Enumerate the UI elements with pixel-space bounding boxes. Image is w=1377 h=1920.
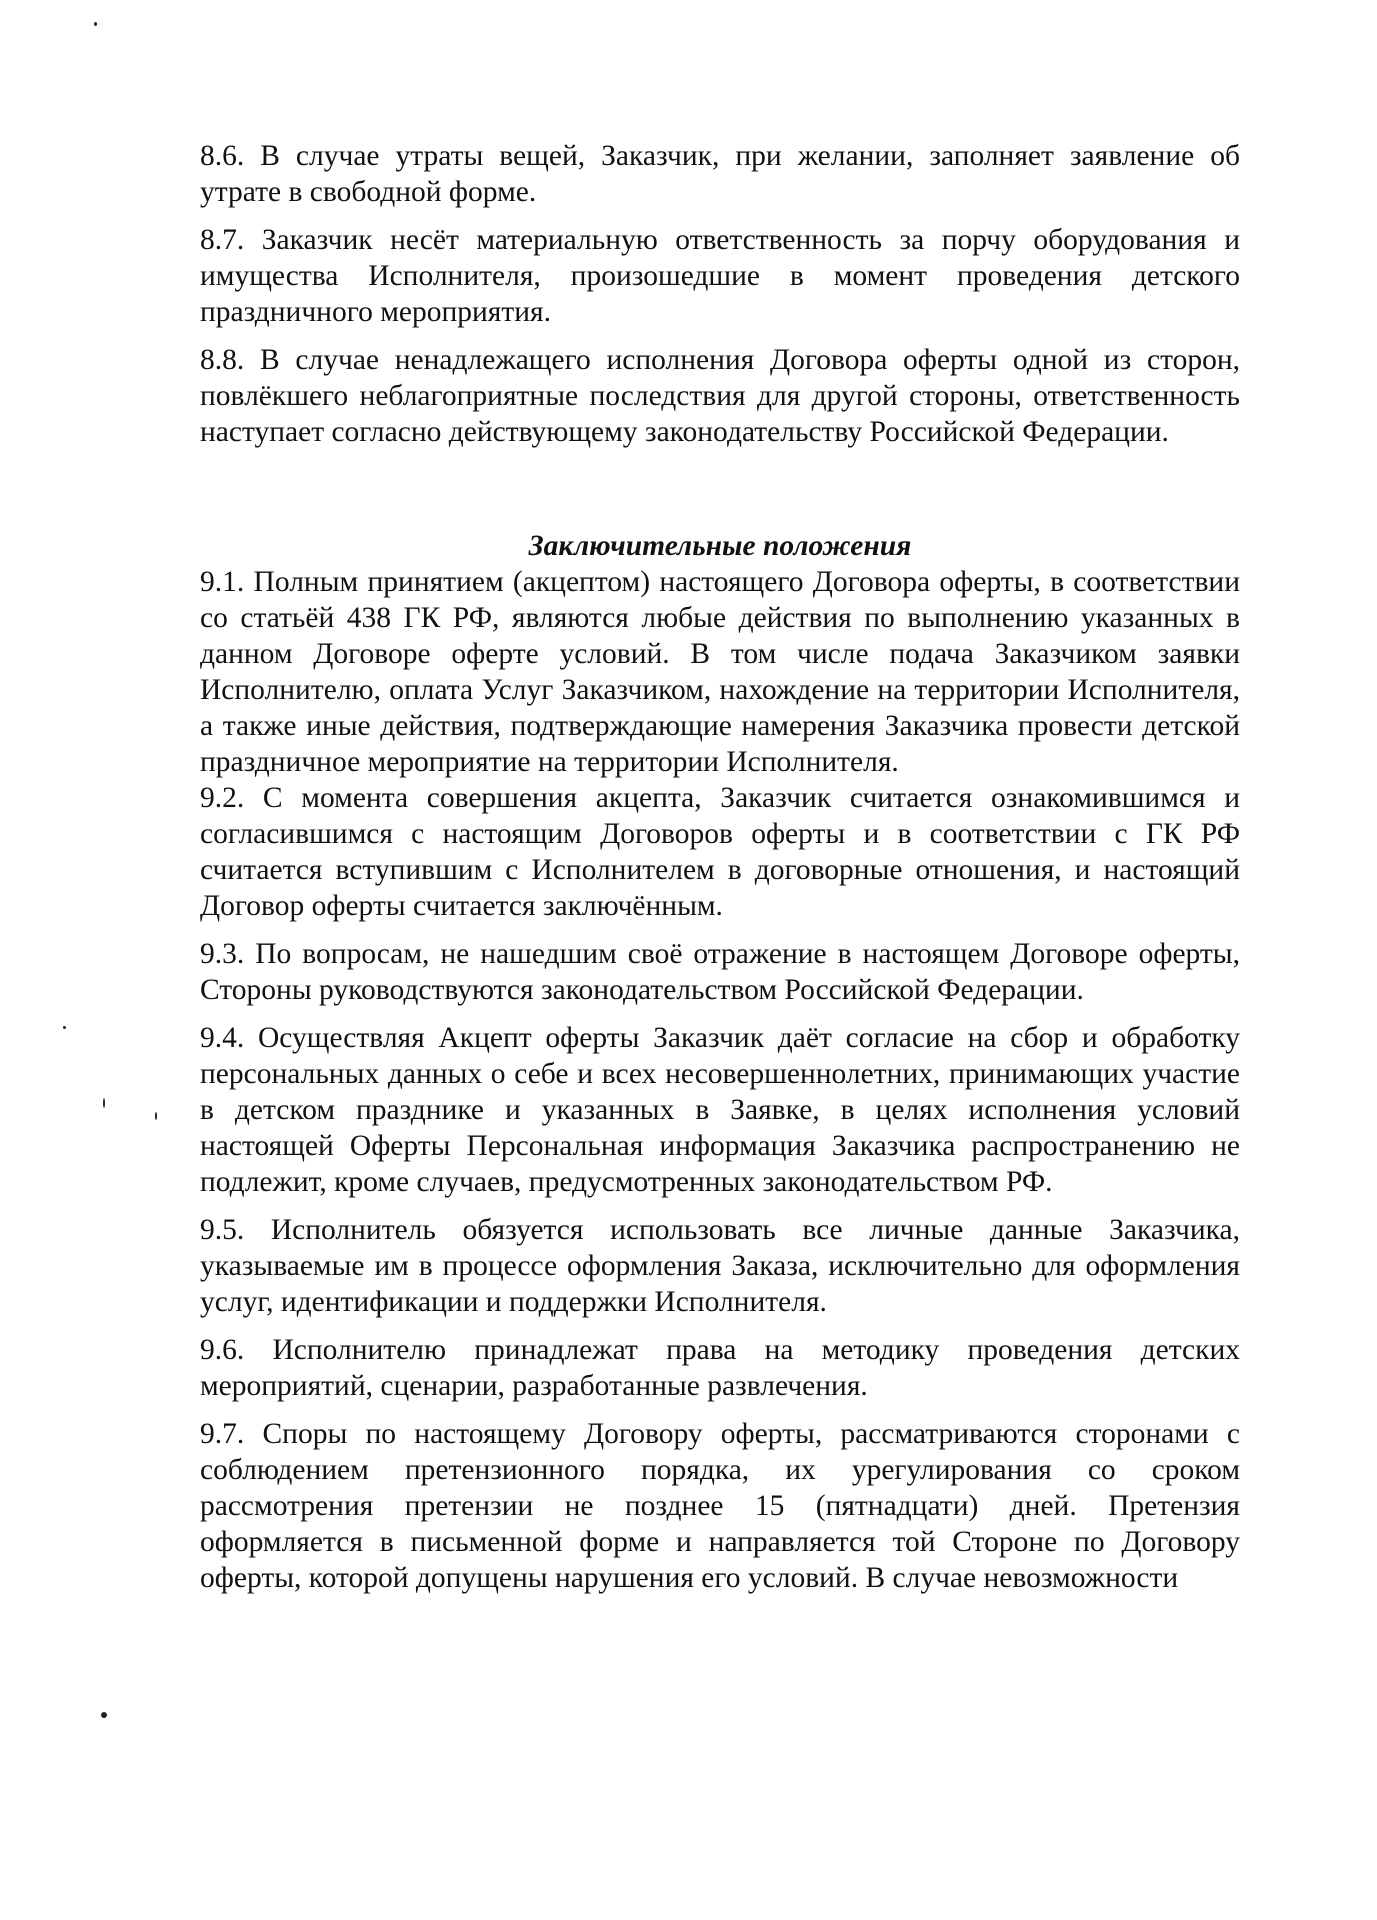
paragraph-8-7: 8.7. Заказчик несёт материальную ответственность за порчу оборудования и имущества Исполнителя, произошедшие в момент проведения детского праздничного мероприятия. (200, 224, 1240, 328)
section-heading: Заключительные положения (528, 530, 912, 562)
document-body (200, 138, 1240, 1596)
scan-speck (94, 22, 97, 26)
paragraph-9-3: 9.3. По вопросам, не нашедшим своё отражение в настоящем Договоре оферты, Стороны руководствуются законодательством Российской Федерации. (200, 938, 1240, 1006)
scan-speck (155, 1112, 157, 1120)
paragraph-9-7: 9.7. Споры по настоящему Договору оферты, рассматриваются сторонами с соблюдением претензионного порядка, их урегулирования со сроком рассмотрения претензии не позднее 15 (пятнадцати) дней. Претензия оформляется в письменной форме и направляется той Стороне по Договору оферты, которой допущены нарушения его условий. В случае невозможности (200, 1418, 1240, 1594)
scan-speck (103, 1098, 105, 1108)
scan-speck (101, 1712, 107, 1718)
paragraph-9-6: 9.6. Исполнителю принадлежат права на методику проведения детских мероприятий, сценарии, разработанные развлечения. (200, 1334, 1240, 1402)
paragraph-8-6: 8.6. В случае утраты вещей, Заказчик, при желании, заполняет заявление об утрате в свободной форме. (200, 140, 1240, 208)
paragraph-9-2: 9.2. С момента совершения акцепта, Заказчик считается ознакомившимся и согласившимся с настоящим Договоров оферты и в соответствии с ГК РФ считается вступившим с Исполнителем в договорные отношения, и настоящий Договор оферты считается заключённым. (200, 782, 1240, 922)
paragraph-9-5: 9.5. Исполнитель обязуется использовать все личные данные Заказчика, указываемые им в процессе оформления Заказа, исключительно для оформления услуг, идентификации и поддержки Исполнителя. (200, 1214, 1240, 1318)
paragraph-9-4: 9.4. Осуществляя Акцепт оферты Заказчик даёт согласие на сбор и обработку персональных данных о себе и всех несовершеннолетних, принимающих участие в детском празднике и указанных в Заявке, в целях исполнения условий настоящей Оферты Персональная информация Заказчика распространению не подлежит, кроме случаев, предусмотренных законодательством РФ. (200, 1022, 1240, 1198)
paragraph-8-8: 8.8. В случае ненадлежащего исполнения Договора оферты одной из сторон, повлёкшего неблагоприятные последствия для другой стороны, ответственность наступает согласно действующему законодательству Российской Федерации. (200, 344, 1240, 448)
scan-speck (63, 1026, 66, 1029)
paragraph-9-1: 9.1. Полным принятием (акцептом) настоящего Договора оферты, в соответствии со статьёй 438 ГК РФ, являются любые действия по выполнению указанных в данном Договоре оферте условий. В том числе подача Заказчиком заявки Исполнителю, оплата Услуг Заказчиком, нахождение на территории Исполнителя, а также иные действия, подтверждающие намерения Заказчика провести детской праздничное мероприятие на территории Исполнителя. (200, 566, 1240, 778)
